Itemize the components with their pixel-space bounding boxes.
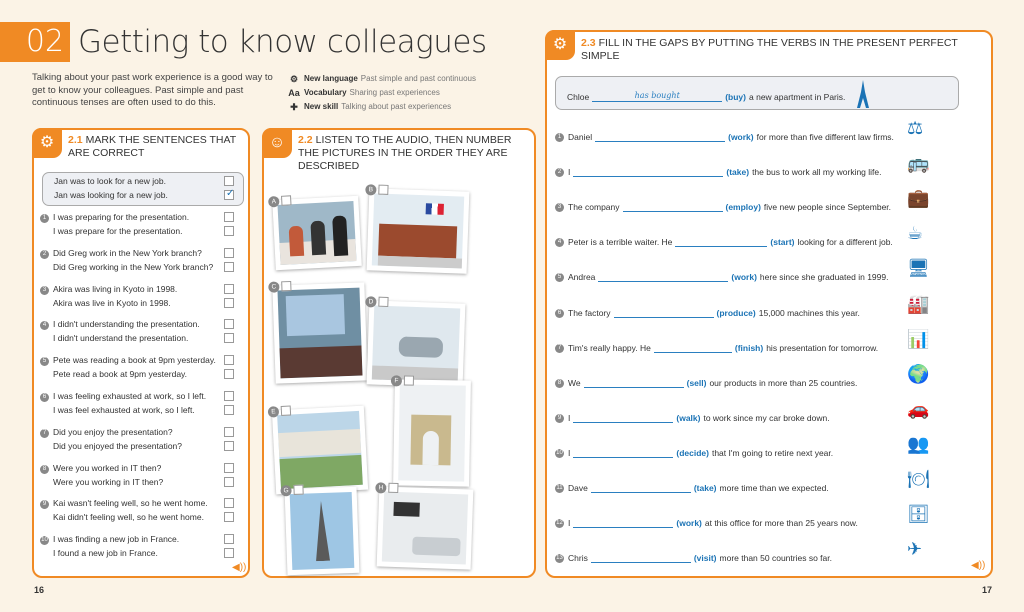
question-number: 6 (40, 393, 49, 402)
sentence-start: I (568, 518, 571, 529)
picture-label: F (391, 375, 402, 386)
example-answer-gap (592, 92, 722, 102)
lawyer-icon: ⚖ (907, 118, 924, 139)
picture-label: H (375, 482, 386, 493)
sentence-end: more time than we expected. (719, 483, 829, 493)
exercise-title: 2.3 FILL IN THE GAPS BY PUTTING THE VERBS IN THE PRESENT PERFECT SIMPLE (581, 37, 958, 62)
chapter-number: 02 (0, 22, 70, 62)
travel-icon: ✈ (907, 539, 923, 561)
verb-prompt: (take) (726, 167, 750, 178)
sentence-start: Peter is a terrible waiter. He (568, 237, 673, 248)
sentence-start: We (568, 377, 581, 388)
sentence-a (40, 532, 179, 546)
goal-label: New skill (304, 102, 339, 111)
checkbox-a[interactable] (224, 463, 234, 473)
sentence-end: 15,000 machines this year. (758, 307, 860, 318)
verb-prompt: (work) (676, 518, 702, 529)
goal-new-skill (287, 100, 476, 114)
checkbox-b[interactable] (224, 548, 234, 558)
sentence-end: here since she graduated in 1999. (759, 272, 889, 283)
listening-icon: ☺ (262, 128, 292, 158)
sentence-b: Pete read a book at 9pm yesterday. (53, 369, 188, 380)
example-rest: a new apartment in Paris. (749, 92, 846, 102)
checkbox-b[interactable] (224, 226, 234, 236)
sentence-end: looking for a different job. (797, 237, 893, 248)
fill-gap-item (555, 268, 888, 282)
question-number: 1 (555, 133, 564, 142)
example-sentence-b: Jan was looking for a new job. (54, 190, 168, 200)
picture-label: G (280, 485, 291, 496)
car-icon: 🚗 (907, 398, 930, 420)
sentence-b: I didn't understand the presentation. (53, 333, 189, 344)
checkbox-a[interactable] (224, 534, 234, 544)
fill-gap-item (555, 514, 858, 528)
picture-e-answer-box[interactable] (281, 405, 292, 416)
picture-h (377, 486, 474, 569)
exercise-2-3 (545, 30, 993, 578)
picture-a (272, 196, 362, 270)
question-number: 5 (40, 357, 49, 366)
answer-gap[interactable] (591, 483, 691, 493)
checkbox-b[interactable] (224, 512, 234, 522)
checkbox-b[interactable] (224, 333, 234, 343)
fill-gap-item (555, 409, 830, 423)
sentence-a-text: I was feeling exhausted at work, so I left. (53, 391, 207, 401)
answer-gap[interactable] (573, 518, 673, 528)
question-number: 4 (40, 321, 49, 330)
waiter-icon: ☕ (907, 223, 924, 245)
page-number-right: 17 (982, 585, 993, 595)
answer-gap[interactable] (654, 343, 732, 353)
sentence-a (40, 389, 206, 403)
verb-prompt: (start) (770, 237, 795, 248)
question-number: 2 (40, 250, 49, 259)
question-number: 3 (555, 203, 564, 212)
sentence-a-text: Did you enjoy the presentation? (53, 426, 173, 437)
goal-vocabulary (287, 86, 476, 100)
sentence-a-text: Kai wasn't feeling well, so he went home. (53, 498, 208, 509)
picture-g (285, 487, 360, 575)
sentence-end: five new people since September. (763, 202, 892, 213)
sentence-start: I (568, 167, 571, 178)
question-number: 12 (556, 520, 563, 527)
verb-prompt: (work) (728, 132, 754, 142)
picture-f-answer-box[interactable] (404, 376, 414, 386)
example-answer: has bought (634, 91, 680, 100)
bus-icon: 🚌 (907, 153, 930, 175)
picture-label: A (268, 196, 280, 208)
sentence-a (40, 496, 208, 510)
checkbox-b[interactable] (224, 405, 234, 415)
verb-prompt: (take) (693, 483, 717, 493)
question-number: 4 (555, 238, 564, 247)
page-title: Getting to know colleagues (78, 24, 487, 60)
checkbox-a[interactable] (224, 248, 234, 258)
fill-gap-item (555, 339, 878, 353)
answer-gap[interactable] (573, 413, 673, 423)
sentence-a-text: I was preparing for the presentation. (53, 212, 190, 222)
answer-gap[interactable] (598, 272, 728, 282)
sentence-b: Akira was live in Kyoto in 1998. (53, 297, 171, 308)
question-number: 7 (555, 344, 564, 353)
question-number: 7 (40, 429, 49, 438)
goal-desc: Talking about past experiences (341, 102, 452, 111)
sentence-start: The company (568, 202, 620, 213)
factory-icon: 🏭 (907, 293, 930, 315)
presentation-icon: 📊 (907, 328, 930, 350)
picture-c (272, 282, 367, 383)
verb-prompt: (visit) (693, 553, 717, 564)
question-number: 10 (41, 537, 48, 544)
fill-gap-item (555, 304, 860, 318)
eiffel-tower-icon (853, 80, 877, 108)
picture-e (272, 406, 368, 495)
picture-f (393, 379, 471, 486)
people-icon: 👥 (907, 433, 930, 455)
checkbox-b[interactable] (224, 262, 234, 272)
checkbox-b[interactable] (224, 477, 234, 487)
desk-icon: 🖥 (907, 258, 930, 280)
question-number: 3 (40, 286, 49, 295)
sentence-a-text: Did Greg work in the New York branch? (53, 247, 202, 258)
example-checkbox-b[interactable] (224, 190, 234, 200)
sentence-b: Did Greg working in the New York branch? (53, 261, 214, 272)
gear-icon: ⚙ (32, 128, 62, 158)
sentence-end: at this office for more than 25 years now. (704, 518, 858, 529)
question-number: 11 (556, 485, 563, 491)
answer-gap[interactable] (584, 378, 684, 388)
checkbox-a[interactable] (224, 319, 234, 329)
picture-g-answer-box[interactable] (293, 485, 303, 495)
checkbox-a[interactable] (224, 391, 234, 401)
exercise-2-1 (32, 128, 250, 578)
sentence-start: Tim's really happy. He (568, 342, 651, 353)
picture-c-answer-box[interactable] (281, 281, 291, 291)
picture-b (367, 188, 470, 273)
question-number: 6 (555, 309, 564, 318)
sentence-start: The factory (568, 307, 611, 318)
sentence-end: the bus to work all my working life. (752, 167, 882, 178)
question-number: 10 (556, 449, 563, 456)
exercise-title: 2.2 LISTEN TO THE AUDIO, THEN NUMBER THE PICTURES IN THE ORDER THEY ARE DESCRIBED (298, 134, 512, 172)
checkbox-b[interactable] (224, 441, 234, 451)
sentence-b: Did you enjoyed the presentation? (53, 440, 183, 451)
gear-icon: ⚙ (289, 74, 299, 84)
fill-gap-item (555, 444, 833, 458)
picture-label: C (268, 281, 279, 292)
checkbox-a[interactable] (224, 498, 234, 508)
sentence-a (40, 317, 200, 331)
audio-icon[interactable]: ◀)) (232, 562, 247, 573)
sentence-a-text: Pete was reading a book at 9pm yesterday. (53, 355, 216, 366)
picture-label: D (365, 296, 376, 307)
example-sentence-a: Jan was to look for a new job. (54, 176, 166, 186)
office-icon: 🗄 (907, 504, 930, 526)
question-number: 2 (555, 168, 564, 177)
sentence-start: I (568, 412, 571, 423)
verb-prompt: (decide) (676, 447, 709, 458)
answer-gap[interactable] (675, 237, 767, 247)
question-number: 8 (40, 465, 49, 474)
checkbox-a[interactable] (224, 355, 234, 365)
puzzle-icon: ✚ (290, 102, 298, 112)
fill-gap-item (555, 374, 857, 388)
answer-gap[interactable] (573, 448, 673, 458)
question-number: 9 (555, 414, 564, 423)
goal-desc: Past simple and past continuous (360, 74, 476, 83)
picture-d-answer-box[interactable] (378, 297, 388, 307)
verb-prompt: (produce) (716, 307, 756, 318)
sentence-a (40, 425, 173, 439)
audio-icon[interactable]: ◀)) (971, 560, 986, 571)
question-number: 9 (40, 500, 49, 509)
goal-new-language (287, 72, 476, 86)
example-subject: Chloe (567, 92, 590, 102)
question-number: 5 (555, 273, 564, 282)
question-number: 8 (555, 379, 564, 388)
gear-icon: ⚙ (545, 30, 575, 60)
office-worker-icon: 💼 (907, 188, 930, 210)
sentence-start: Andrea (568, 272, 596, 283)
goal-label: Vocabulary (304, 88, 347, 97)
answer-gap[interactable] (595, 132, 725, 142)
sentence-end: more than 50 countries so far. (719, 553, 832, 564)
fill-gap-item (555, 198, 891, 212)
verb-prompt: (walk) (676, 412, 701, 423)
answer-gap[interactable] (573, 167, 723, 177)
sentence-start: I (568, 447, 571, 458)
learning-goals (287, 72, 476, 114)
picture-label: B (365, 184, 376, 195)
checkbox-a[interactable] (224, 212, 234, 222)
example-checkbox-a[interactable] (224, 176, 234, 186)
question-number: 13 (556, 555, 563, 562)
sentence-start: Daniel (568, 132, 593, 142)
fill-gap-item (555, 233, 893, 247)
verb-prompt: (sell) (686, 377, 707, 388)
verb-prompt: (work) (731, 272, 757, 283)
example-verb: (buy) (725, 92, 746, 102)
sentence-start: Chris (568, 553, 588, 564)
sentence-end: his presentation for tomorrow. (766, 342, 879, 353)
sentence-a (40, 353, 216, 367)
sentence-a (40, 282, 177, 296)
example-sentence (567, 88, 845, 102)
intro-text: Talking about your past work experience is a good way to get to know your colleagues. Past simple and past continuous tenses are often used to do this. (32, 72, 273, 108)
sentence-b: Were you working in IT then? (53, 476, 164, 487)
fill-gap-item (555, 479, 829, 493)
fill-gap-item (555, 549, 832, 563)
verb-prompt: (finish) (734, 342, 764, 353)
goal-label: New language (304, 74, 358, 83)
meeting-icon: 🍽 (907, 469, 930, 490)
sentence-end: that I'm going to retire next year. (711, 447, 834, 458)
sentence-a (40, 210, 189, 224)
checkbox-b[interactable] (224, 298, 234, 308)
vocabulary-icon: Aa (288, 88, 300, 98)
sentence-start: Dave (568, 483, 588, 493)
fill-gap-item (555, 163, 882, 177)
picture-b-answer-box[interactable] (378, 185, 388, 195)
sentence-a-text: Akira was living in Kyoto in 1998. (53, 283, 178, 294)
verb-prompt: (employ) (725, 202, 761, 213)
sentence-end: to work since my car broke down. (703, 412, 830, 423)
sentence-a-text: Were you worked in IT then? (53, 462, 162, 473)
sentence-b: Kai didn't feeling well, so he went home. (53, 512, 204, 523)
exercise-title: 2.1 MARK THE SENTENCES THAT ARE CORRECT (68, 134, 236, 159)
checkbox-b[interactable] (224, 369, 234, 379)
question-number: 1 (40, 214, 49, 223)
picture-d (367, 300, 466, 387)
checkbox-a[interactable] (224, 427, 234, 437)
answer-gap[interactable] (614, 308, 714, 318)
answer-gap[interactable] (591, 553, 691, 563)
sentence-a-text: I didn't understanding the presentation. (53, 319, 200, 330)
globe-icon: 🌍 (907, 363, 930, 385)
sentence-end: our products in more than 25 countries. (709, 377, 858, 388)
picture-a-answer-box[interactable] (281, 195, 292, 206)
page-number-left: 16 (34, 585, 45, 595)
sentence-b: I was prepare for the presentation. (53, 226, 183, 236)
sentence-end: for more than five different law firms. (756, 132, 894, 142)
goal-desc: Sharing past experiences (349, 88, 440, 97)
answer-gap[interactable] (623, 202, 723, 212)
checkbox-a[interactable] (224, 284, 234, 294)
sentence-b: I was feel exhausted at work, so I left. (53, 405, 195, 415)
exercise-2-2 (262, 128, 536, 578)
sentence-b: I found a new job in France. (53, 548, 158, 559)
picture-label: E (268, 406, 280, 418)
sentence-a (40, 461, 161, 475)
fill-gap-item (555, 128, 894, 142)
sentence-a (40, 246, 202, 260)
picture-h-answer-box[interactable] (388, 483, 398, 493)
sentence-a-text: I was finding a new job in France. (53, 534, 180, 545)
